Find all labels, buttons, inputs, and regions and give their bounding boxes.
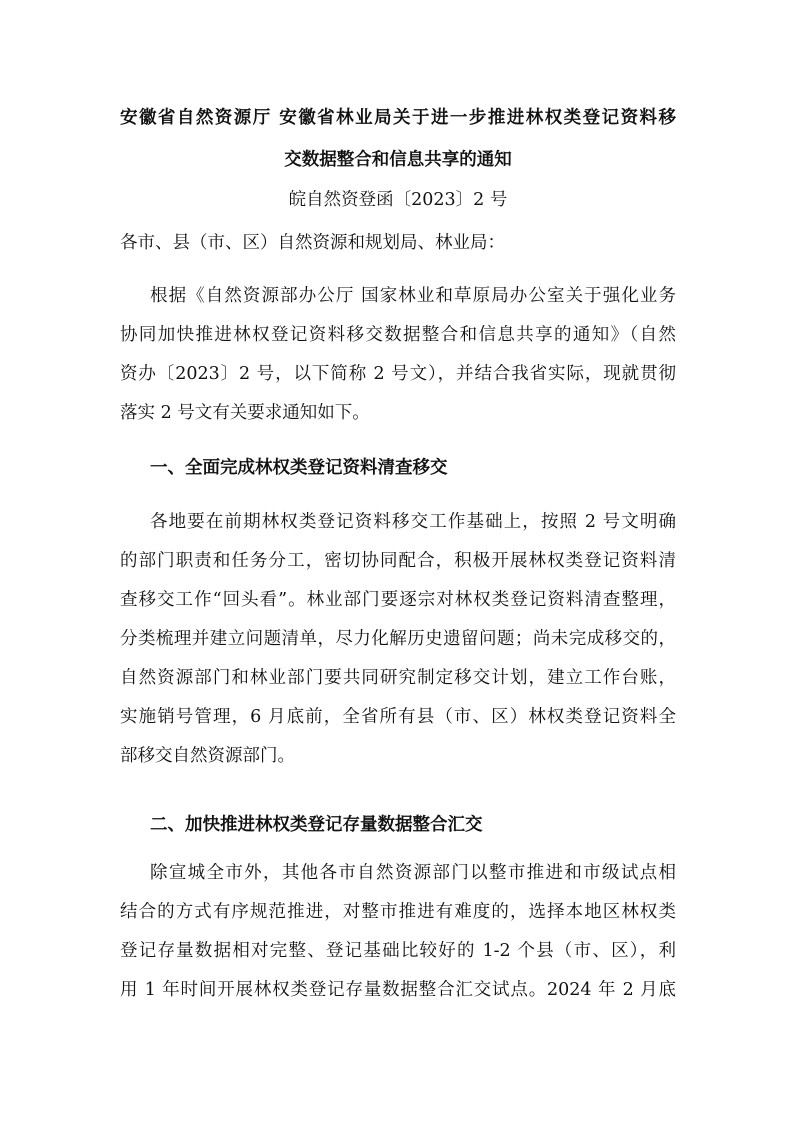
paragraph-line: 各地要在前期林权类登记资料移交工作基础上，按照 2 号文明确 <box>150 512 676 532</box>
section-heading-1: 一、全面完成林权类登记资料清查移交 <box>150 458 448 478</box>
paragraph-line: 落实 2 号文有关要求通知如下。 <box>120 403 370 423</box>
paragraph-line: 分类梳理并建立问题清单，尽力化解历史遗留问题；尚未完成移交的， <box>120 629 676 649</box>
paragraph-line: 除宣城全市外，其他各市自然资源部门以整市推进和市级试点相 <box>150 863 676 883</box>
paragraph-line: 实施销号管理，6 月底前，全省所有县（市、区）林权类登记资料全 <box>120 707 676 727</box>
title-line-2: 交数据整合和信息共享的通知 <box>284 150 512 170</box>
paragraph-line: 结合的方式有序规范推进，对整市推进有难度的，选择本地区林权类 <box>120 902 676 922</box>
paragraph-line: 的部门职责和任务分工，密切协同配合，积极开展林权类登记资料清 <box>120 551 676 571</box>
paragraph-line: 协同加快推进林权登记资料移交数据整合和信息共享的通知》（自然 <box>120 325 676 345</box>
salutation: 各市、县（市、区）自然资源和规划局、林业局： <box>120 233 505 253</box>
section-heading-2: 二、加快推进林权类登记存量数据整合汇交 <box>150 815 483 835</box>
paragraph-line: 查移交工作“回头看”。林业部门要逐宗对林权类登记资料清查整理， <box>120 590 676 610</box>
document-title <box>120 97 676 181</box>
paragraph-line: 根据《自然资源部办公厅 国家林业和草原局办公室关于强化业务 <box>150 286 676 306</box>
paragraph-line: 用 1 年时间开展林权类登记存量数据整合汇交试点。2024 年 2 月底 <box>120 980 676 1000</box>
paragraph-line: 资办〔2023〕2 号，以下简称 2 号文），并结合我省实际，现就贯彻 <box>120 364 676 384</box>
section-2-paragraph <box>120 854 676 1010</box>
intro-paragraph <box>120 277 676 433</box>
paragraph-line: 部移交自然资源部门。 <box>120 746 295 766</box>
section-1-paragraph <box>120 503 676 776</box>
document-number: 皖自然资登函〔2023〕2 号 <box>288 190 508 210</box>
paragraph-line: 登记存量数据相对完整、登记基础比较好的 1-2 个县（市、区），利 <box>120 941 676 961</box>
paragraph-line: 自然资源部门和林业部门要共同研究制定移交计划，建立工作台账， <box>120 668 676 688</box>
title-line-1: 安徽省自然资源厅 安徽省林业局关于进一步推进林权类登记资料移 <box>120 108 676 128</box>
